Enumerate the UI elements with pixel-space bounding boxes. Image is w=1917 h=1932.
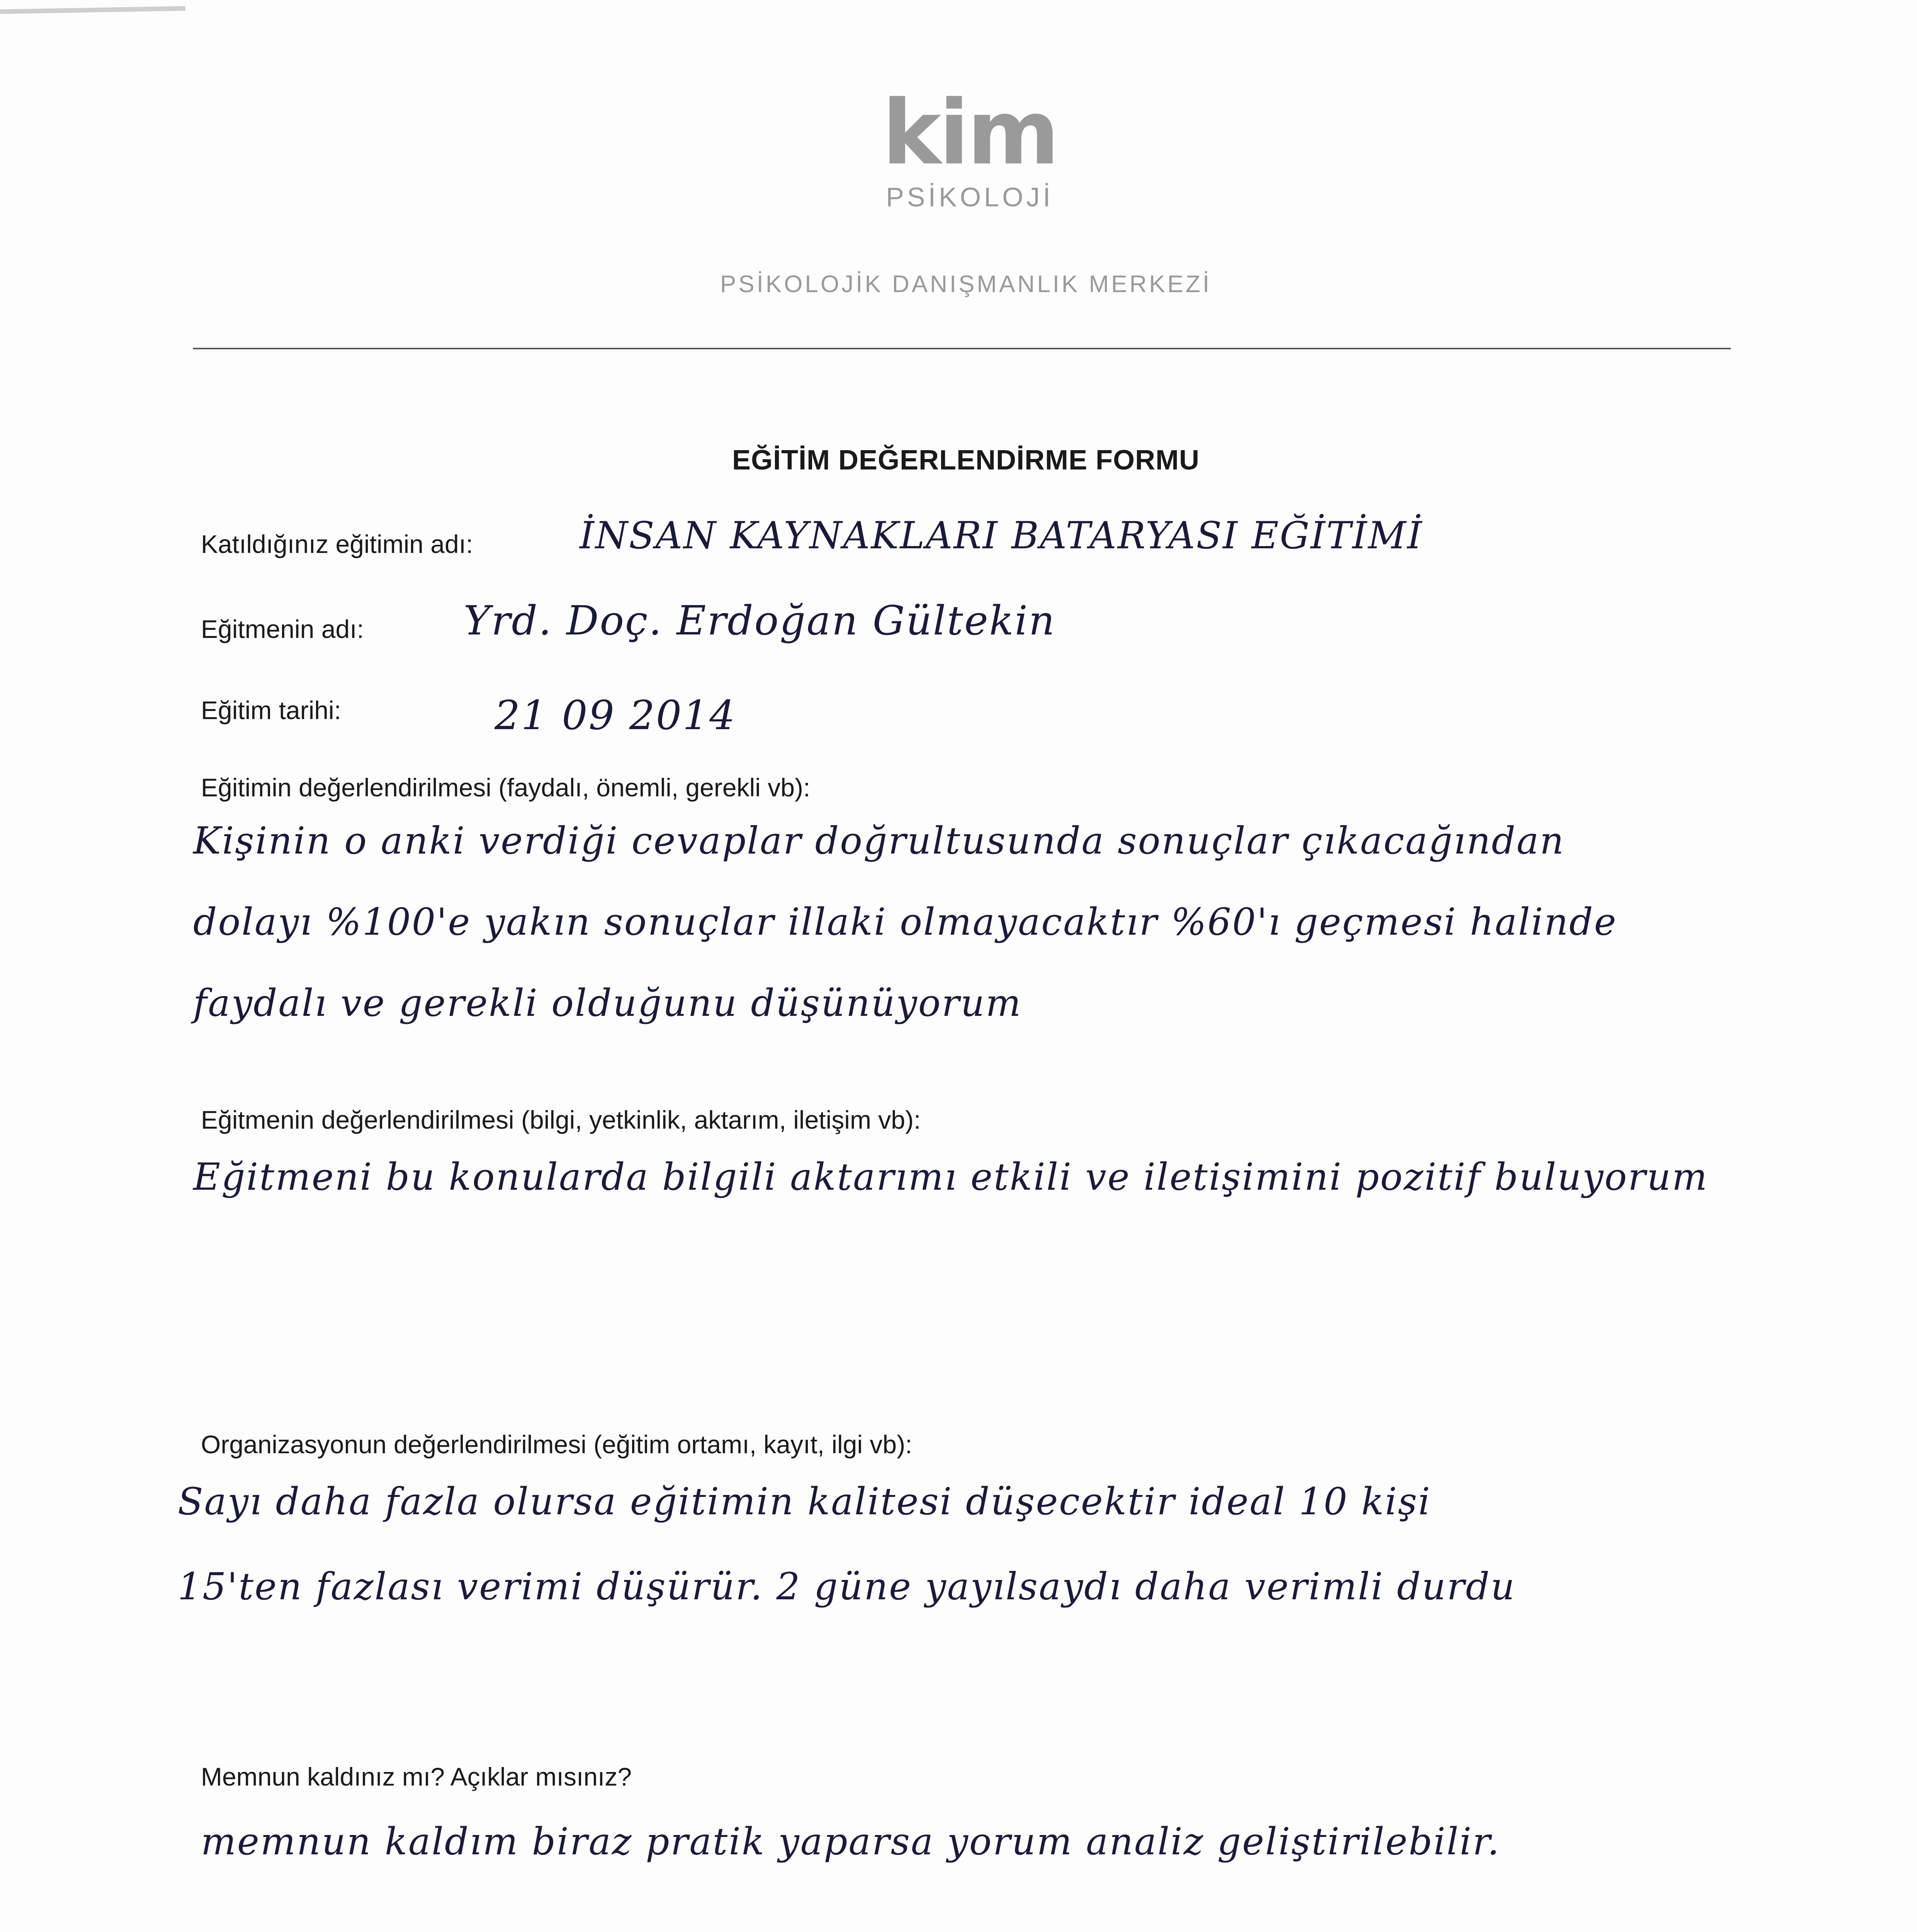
training-eval-line: Kişinin o anki verdiği cevaplar doğrultusunda sonuçlar çıkacağından [193, 819, 1565, 862]
center-name: PSİKOLOJİK DANIŞMANLIK MERKEZİ [720, 271, 1212, 298]
kim-logo [869, 82, 1070, 213]
org-eval-line: Sayı daha fazla olursa eğitimin kalitesi düşecektir ideal 10 kişi [178, 1480, 1431, 1523]
training-date-answer: 21 09 2014 [495, 692, 736, 739]
training-name-answer: İNSAN KAYNAKLARI BATARYASI EĞİTİMİ [580, 514, 1423, 557]
logo-sub: PSİKOLOJİ [886, 182, 1054, 212]
trainer-name-label: Eğitmenin adı: [201, 615, 364, 643]
logo-word: kim [882, 82, 1057, 185]
satisfaction-label: Memnun kaldınız mı? Açıklar mısınız? [201, 1762, 632, 1791]
training-eval-line: dolayı %100'e yakın sonuçlar illaki olmayacaktır %60'ı geçmesi halinde [193, 900, 1618, 944]
trainer-eval-line: Eğitmeni bu konularda bilgili aktarımı etkili ve iletişimini pozitif buluyorum [193, 1155, 1708, 1199]
training-eval-line: faydalı ve gerekli olduğunu düşünüyorum [193, 981, 1022, 1025]
trainer-eval-label: Eğitmenin değerlendirilmesi (bilgi, yetkinlik, aktarım, iletişim vb): [201, 1105, 921, 1134]
satisfaction-line: memnun kaldım biraz pratik yaparsa yorum analiz geliştirilebilir. [201, 1820, 1501, 1863]
scan-smudge [0, 6, 185, 14]
header-divider [193, 348, 1731, 349]
org-eval-line: 15'ten fazlası verimi düşürür. 2 güne yayılsaydı daha verimli durdu [178, 1565, 1516, 1608]
training-date-label: Eğitim tarihi: [201, 696, 342, 724]
training-eval-label: Eğitimin değerlendirilmesi (faydalı, önemli, gerekli vb): [201, 773, 811, 802]
org-eval-label: Organizasyonun değerlendirilmesi (eğitim ortamı, kayıt, ilgi vb): [201, 1430, 913, 1459]
trainer-name-answer: Yrd. Doç. Erdoğan Gültekin [464, 597, 1056, 644]
form-title: EĞİTİM DEĞERLENDİRME FORMU [732, 445, 1200, 476]
training-name-label: Katıldığınız eğitimin adı: [201, 530, 473, 558]
